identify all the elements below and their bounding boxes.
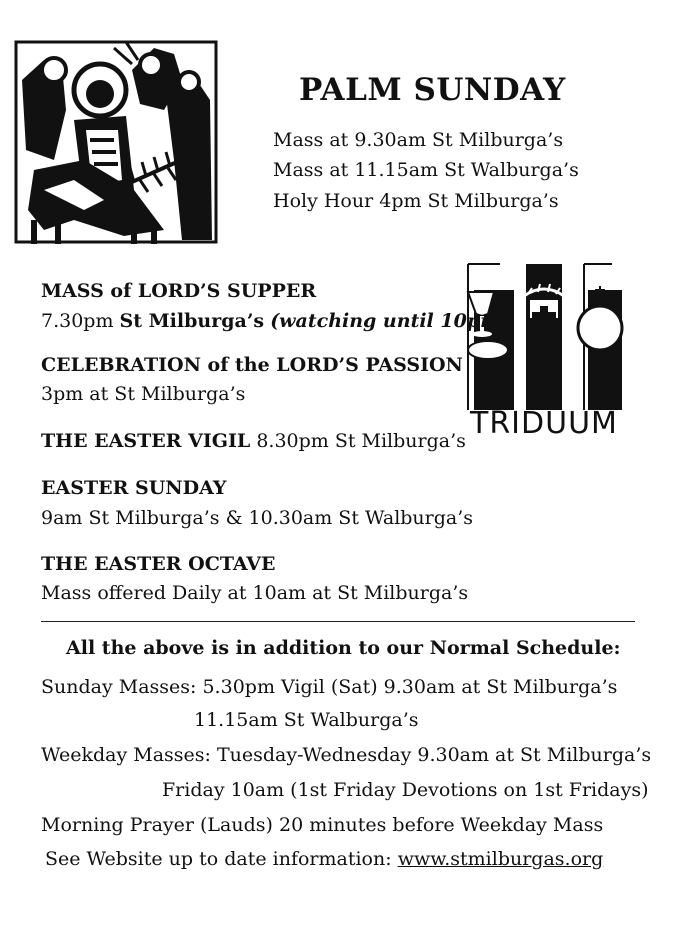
- palm-sunday-title: PALM SUNDAY: [299, 72, 566, 108]
- passion-detail: 3pm at St Milburga’s: [41, 383, 246, 405]
- weekday-masses-line: Weekday Masses: Tuesday-Wednesday 9.30am at St Milburga’s: [41, 744, 652, 766]
- supper-place: St Milburga’s: [119, 310, 265, 332]
- supper-note: (watching until 10pm): [270, 310, 510, 332]
- website-link[interactable]: www.stmilburgas.org: [397, 848, 604, 870]
- supper-heading: MASS of LORD’S SUPPER: [41, 280, 317, 302]
- website-line: [45, 847, 603, 871]
- supper-time: 7.30pm: [41, 310, 114, 332]
- palm-sunday-illustration: [14, 40, 218, 244]
- passion-heading: CELEBRATION of the LORD’S PASSION: [41, 354, 463, 376]
- normal-schedule-heading: All the above is in addition to our Normal Schedule:: [66, 637, 621, 659]
- palm-sunday-line: Holy Hour 4pm St Milburga’s: [273, 190, 559, 212]
- morning-prayer-line: Morning Prayer (Lauds) 20 minutes before Weekday Mass: [41, 814, 604, 836]
- palm-sunday-line: Mass at 11.15am St Walburga’s: [273, 159, 579, 181]
- vigil-detail: 8.30pm St Milburga’s: [256, 430, 466, 452]
- website-prefix: See Website up to date information:: [45, 848, 392, 870]
- supper-detail: [41, 309, 509, 333]
- triduum-label: TRIDUUM: [470, 406, 618, 441]
- vigil-heading: THE EASTER VIGIL: [41, 430, 251, 452]
- easter-octave-detail: Mass offered Daily at 10am at St Milburga’s: [41, 582, 469, 604]
- easter-sunday-heading: EASTER SUNDAY: [41, 477, 227, 499]
- weekday-masses-line-2: Friday 10am (1st Friday Devotions on 1st Fridays): [162, 779, 649, 801]
- vigil-line: [41, 429, 466, 453]
- easter-sunday-detail: 9am St Milburga’s & 10.30am St Walburga’s: [41, 507, 474, 529]
- easter-octave-heading: THE EASTER OCTAVE: [41, 553, 276, 575]
- divider: [41, 621, 635, 622]
- sunday-masses-line-2: 11.15am St Walburga’s: [194, 709, 419, 731]
- sunday-masses-line: Sunday Masses: 5.30pm Vigil (Sat) 9.30am at St Milburga’s: [41, 676, 618, 698]
- palm-sunday-line: Mass at 9.30am St Milburga’s: [273, 129, 564, 151]
